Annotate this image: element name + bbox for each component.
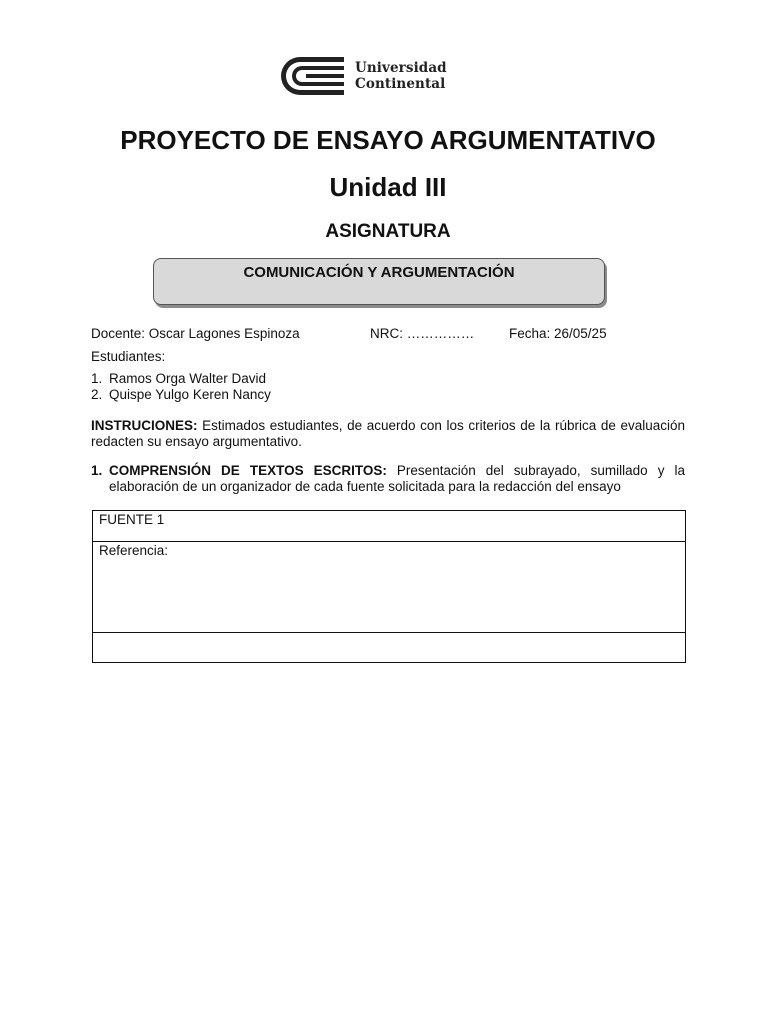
- logo-line-2: Continental: [355, 76, 446, 92]
- list-item: 2. Quispe Yulgo Keren Nancy: [91, 386, 271, 402]
- logo-line-1: Universidad: [355, 60, 447, 76]
- students-label: Estudiantes:: [91, 349, 166, 364]
- source-table: [92, 510, 686, 663]
- table-row: [93, 633, 686, 663]
- unit-heading: Unidad III: [329, 172, 447, 202]
- section-heading: COMPRENSIÓN DE TEXTOS ESCRITOS:: [109, 463, 387, 478]
- instructions-text: Estimados estudiantes, de acuerdo con los criterios de la rúbrica de evaluación redacten su ensayo argumentativo.: [91, 418, 685, 449]
- instructions-label: INSTRUCIONES:: [91, 418, 198, 433]
- subject-box: [153, 258, 605, 305]
- instructions-paragraph: [91, 418, 685, 449]
- subject-label: ASIGNATURA: [325, 221, 451, 242]
- reference-cell: Referencia:: [93, 542, 686, 633]
- document-title: PROYECTO DE ENSAYO ARGUMENTATIVO: [120, 125, 656, 155]
- university-logo: [280, 55, 460, 97]
- students-list: [91, 371, 271, 402]
- teacher-info: Docente: Oscar Lagones Espinoza: [91, 326, 300, 341]
- date-info: Fecha: 26/05/25: [509, 326, 607, 341]
- content-cell: [93, 633, 686, 663]
- subject-name: COMUNICACIÓN Y ARGUMENTACIÓN: [243, 264, 515, 281]
- logo-mark-icon: [280, 55, 346, 97]
- logo-text: [355, 60, 447, 92]
- source-title-cell: FUENTE 1: [93, 511, 686, 542]
- table-row: [93, 511, 686, 542]
- section-text: Presentación del subrayado, sumillado y la elaboración de un organizador de cada fuente solicitada para la redacción del ensayo: [109, 463, 685, 494]
- nrc-info: NRC: ……………: [370, 326, 475, 341]
- section-1: [91, 463, 685, 494]
- list-item: 1. Ramos Orga Walter David: [91, 371, 267, 386]
- section-number: 1.: [91, 463, 103, 478]
- table-row: [93, 542, 686, 633]
